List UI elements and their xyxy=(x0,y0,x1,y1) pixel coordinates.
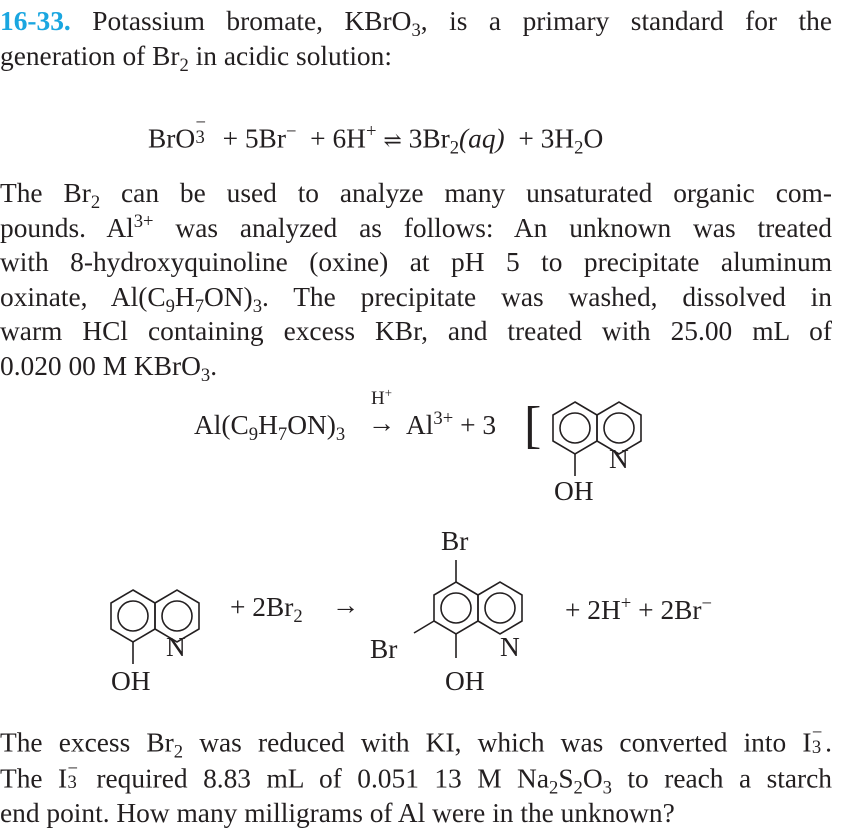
reaction2-reagent: + $2Br_2$ xyxy=(230,592,303,627)
oxine1-OH-label: OH xyxy=(554,476,594,506)
reaction2-arrow: → xyxy=(332,590,360,620)
product-OH-label: OH xyxy=(445,666,485,696)
analysis-paragraph: The $Br_2$ can be used to analyze many unsaturated organic com- pounds. $Al^{3+}$ was analyzed as follows: An unknown was treated with 8-hydroxyquinoline (oxine) at pH 5 to precipitate aluminum oxinate, $Al(C_9H_7ON)_3$. The precipitate was washed, dissolved in warm HCl containing excess KBr, and treated with 25.00 mL of 0.020 00 M KBrO$_3$. xyxy=(0,178,832,386)
bracket-left: [ xyxy=(524,397,542,454)
equation-bromate: BrO − 3 + 5Br− + 6H+ ⇌ $3Br_2(aq) + 3H_2O$ xyxy=(148,111,604,159)
oxine-structure-2 xyxy=(99,586,219,666)
product-Br-top: Br xyxy=(441,526,469,556)
oxine2-N-label: N xyxy=(166,632,186,662)
problem-number: 16-33. xyxy=(0,6,71,36)
product-Br-left: Br xyxy=(370,634,398,664)
closing-paragraph: The excess $Br_2$ was reduced with KI, which was converted into I − 3 . The I − 3 required 8.83 mL of 0.051 13 M $Na_2S_2O_3$ to reach a starch end point. How many milligrams of Al were in the unknown? xyxy=(0,721,833,828)
oxine1-N-label: N xyxy=(609,444,629,474)
reaction2-byproducts: + 2H+ + 2Br− xyxy=(565,592,713,625)
equilibrium-arrow: ⇌ xyxy=(383,127,402,153)
problem-intro: 16-33. Potassium bromate, KBrO$_3$, is a primary standard for the generation of $Br_2$ in acidic solution: xyxy=(0,6,832,76)
reaction1-arrow-label: H+ xyxy=(371,384,393,409)
oxine-structure-1 xyxy=(541,398,661,478)
oxine2-OH-label: OH xyxy=(111,666,151,696)
reaction1-arrow: → xyxy=(368,408,396,438)
reaction1-product: $Al^{3+} + 3$ xyxy=(406,407,497,440)
reaction1-reactant: $Al(C_9H_7ON)_3$ xyxy=(194,410,346,445)
product-N-label: N xyxy=(500,632,520,662)
dibromo-oxine-structure xyxy=(410,560,560,670)
